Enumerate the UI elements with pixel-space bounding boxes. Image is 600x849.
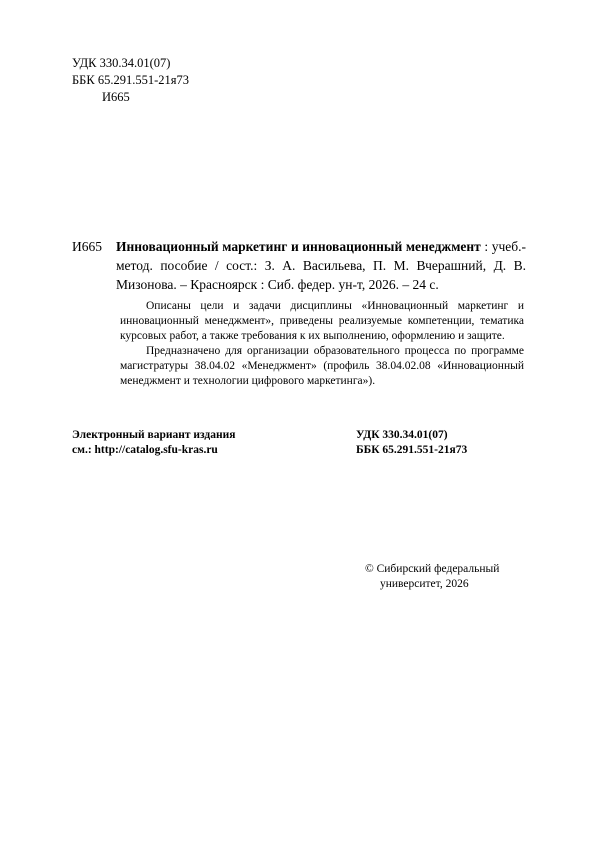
classification-block — [356, 428, 467, 458]
copyright — [365, 562, 499, 592]
electronic-version-link: см.: http://catalog.sfu-kras.ru — [72, 444, 218, 456]
top-author-code: И665 — [102, 90, 130, 104]
top-classification-codes — [72, 55, 189, 106]
entry-details: учеб.-метод. пособие / сост.: З. А. Васильева, П. М. Вчерашний, Д. В. Мизонова. – Красноярск : Сиб. федер. ун-т, 2026. – 24 с. — [116, 239, 526, 292]
electronic-version-label: Электронный вариант издания — [72, 429, 236, 441]
copyright-line-2: университет, 2026 — [380, 578, 469, 590]
top-udk: УДК 330.34.01(07) — [72, 56, 171, 70]
abstract-paragraph-1: Описаны цели и задачи дисциплины «Инновационный маркетинг и инновационный менеджмент», приведены реализуемые компетенции, тематика курсовых работ, а также требования к их выполнению, оформлению и защите. — [120, 300, 524, 342]
bibliographic-entry — [116, 237, 526, 294]
abstract-paragraph-2: Предназначено для организации образовательного процесса по программе магистратуры 38.04.02 «Менеджмент» (профиль 38.04.02.08 «Инновационный менеджмент и технологии цифрового маркетинга»). — [120, 345, 524, 387]
entry-title: Инновационный маркетинг и инновационный менеджмент — [116, 239, 481, 254]
classification-bbk: ББК 65.291.551-21я73 — [356, 444, 468, 456]
abstract — [120, 299, 524, 389]
electronic-version-info — [72, 428, 235, 458]
classification-udk: УДК 330.34.01(07) — [356, 429, 448, 441]
top-bbk: ББК 65.291.551-21я73 — [72, 73, 189, 87]
entry-title-separator: : — [480, 239, 492, 254]
copyright-line-1: © Сибирский федеральный — [365, 563, 500, 575]
entry-author-code: И665 — [72, 239, 102, 254]
